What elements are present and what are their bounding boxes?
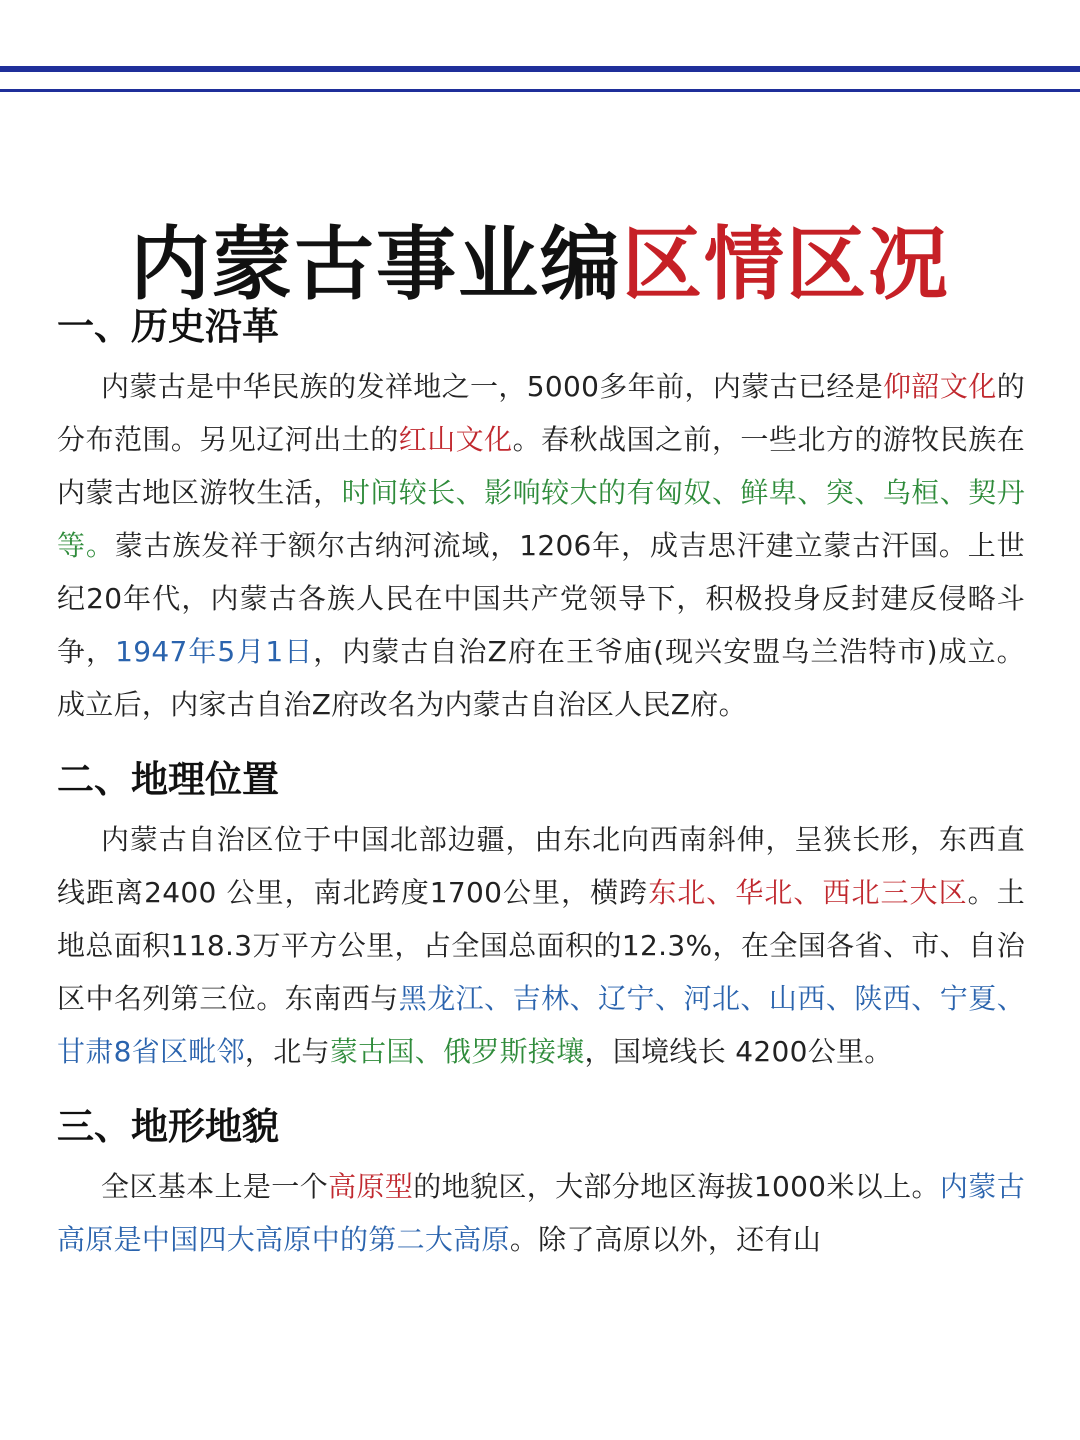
text-segment: ，北与 bbox=[244, 1035, 330, 1068]
article-body bbox=[57, 300, 1025, 1266]
top-rule-thin bbox=[0, 89, 1080, 92]
title-part-red: 区情区况 bbox=[622, 216, 950, 311]
highlight-blue: 黑龙江、吉林、辽宁、河北、山西、陕西、宁夏、甘肃8省区毗邻 bbox=[57, 982, 1026, 1068]
text-segment: 的分布范围。另见辽河出土的 bbox=[57, 370, 1025, 456]
highlight-red: 仰韶文化 bbox=[883, 370, 997, 403]
section-paragraph bbox=[57, 813, 1025, 1078]
section-paragraph bbox=[57, 360, 1025, 731]
text-segment: ，内蒙古自治Z府在王爷庙(现兴安盟乌兰浩特市)成立。成立后，内家古自治Z府改名为内蒙古自治区人民Z府。 bbox=[57, 635, 1025, 721]
text-segment: 的地貌区，大部分地区海拔1000米以上。 bbox=[413, 1170, 940, 1203]
text-segment: 蒙古族发祥于额尔古纳河流域，1206年，成吉思汗建立蒙古汗国。上世纪20年代，内蒙古各族人民在中国共产党领导下，积极投身反封建反侵略斗争， bbox=[57, 529, 1025, 668]
highlight-red: 红山文化 bbox=[398, 423, 513, 456]
highlight-green: 蒙古国、俄罗斯接壤 bbox=[329, 1035, 585, 1068]
highlight-blue: 内蒙古高原是中国四大高原中的第二大高原 bbox=[57, 1170, 1025, 1256]
section-heading: 三、地形地貌 bbox=[57, 1105, 279, 1148]
text-segment: 。除了高原以外，还有山 bbox=[509, 1223, 822, 1256]
section-geography bbox=[57, 753, 1025, 1078]
text-segment: 全区基本上是一个 bbox=[101, 1170, 329, 1203]
highlight-red: 东北、华北、西北三大区 bbox=[648, 876, 968, 909]
section-terrain bbox=[57, 1100, 1025, 1266]
highlight-green: 时间较长、影响较大的有匈奴、鲜卑、突、乌桓、契丹等。 bbox=[57, 476, 1025, 562]
section-heading: 一、历史沿革 bbox=[57, 305, 279, 348]
page-title bbox=[0, 214, 1080, 314]
top-rule-thick bbox=[0, 66, 1080, 72]
text-segment: 。土地总面积118.3万平方公里，占全国总面积的12.3%，在全国各省、市、自治区中名列第三位。东南西与 bbox=[57, 876, 1025, 1015]
section-paragraph bbox=[57, 1160, 1025, 1266]
highlight-blue: 1947年5月1日 bbox=[115, 635, 314, 668]
text-segment: ，国境线长 4200公里。 bbox=[584, 1035, 893, 1068]
section-history bbox=[57, 300, 1025, 731]
section-heading: 二、地理位置 bbox=[57, 758, 279, 801]
title-part-black: 内蒙古事业编 bbox=[130, 216, 622, 311]
text-segment: 内蒙古是中华民族的发祥地之一，5000多年前，内蒙古已经是 bbox=[101, 370, 884, 403]
highlight-red: 高原型 bbox=[328, 1170, 414, 1203]
text-segment: 。春秋战国之前，一些北方的游牧民族在内蒙古地区游牧生活， bbox=[57, 423, 1026, 509]
text-segment: 内蒙古自治区位于中国北部边疆，由东北向西南斜伸，呈狭长形，东西直线距离2400 公里，南北跨度1700公里，横跨 bbox=[57, 823, 1025, 909]
